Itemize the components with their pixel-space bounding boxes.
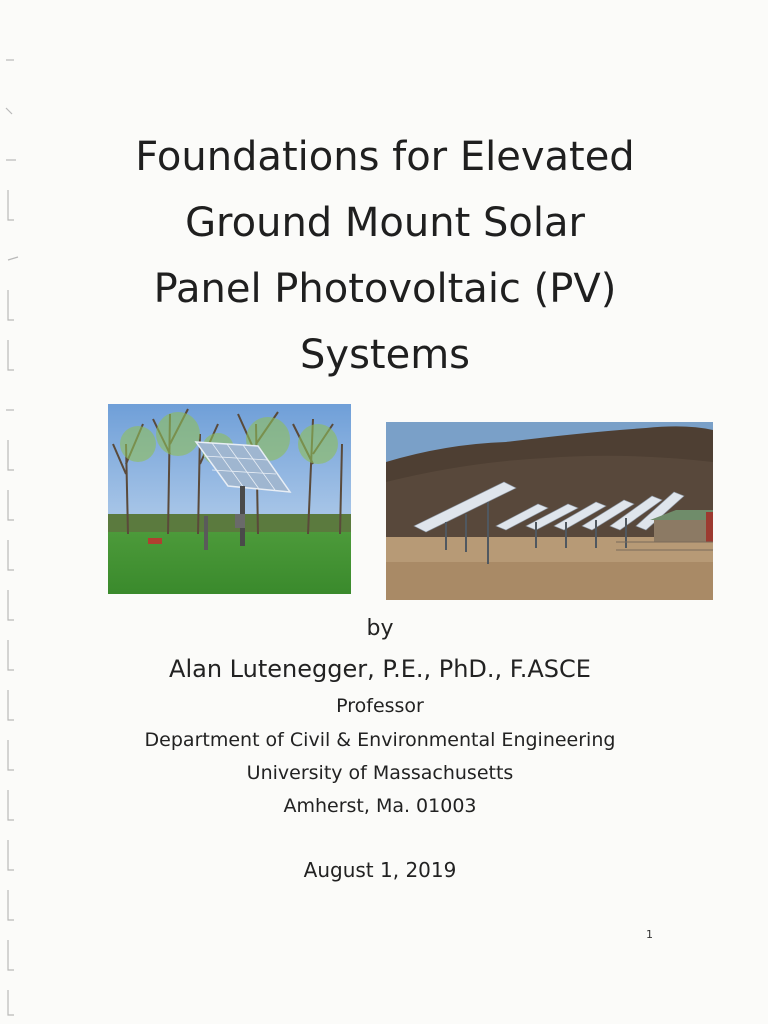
author-name: Alan Lutenegger, P.E., PhD., F.ASCE: [169, 655, 591, 683]
byline-by: by: [366, 616, 394, 641]
photo-solar-rows: [386, 422, 713, 600]
title-line: Panel Photovoltaic (PV): [153, 266, 617, 312]
page-number: 1: [646, 928, 653, 941]
title-line: Foundations for Elevated: [135, 134, 635, 180]
document-title: [40, 124, 730, 388]
spiral-binding-marks: [0, 0, 22, 1024]
author-address: Amherst, Ma. 01003: [283, 795, 477, 817]
document-date: August 1, 2019: [303, 858, 457, 882]
author-department: Department of Civil & Environmental Engineering: [144, 729, 616, 751]
author-role: Professor: [336, 695, 424, 717]
title-line: Ground Mount Solar: [185, 200, 585, 246]
photo-single-solar-array: [108, 404, 351, 594]
title-line: Systems: [300, 332, 470, 378]
author-university: University of Massachusetts: [246, 762, 514, 784]
